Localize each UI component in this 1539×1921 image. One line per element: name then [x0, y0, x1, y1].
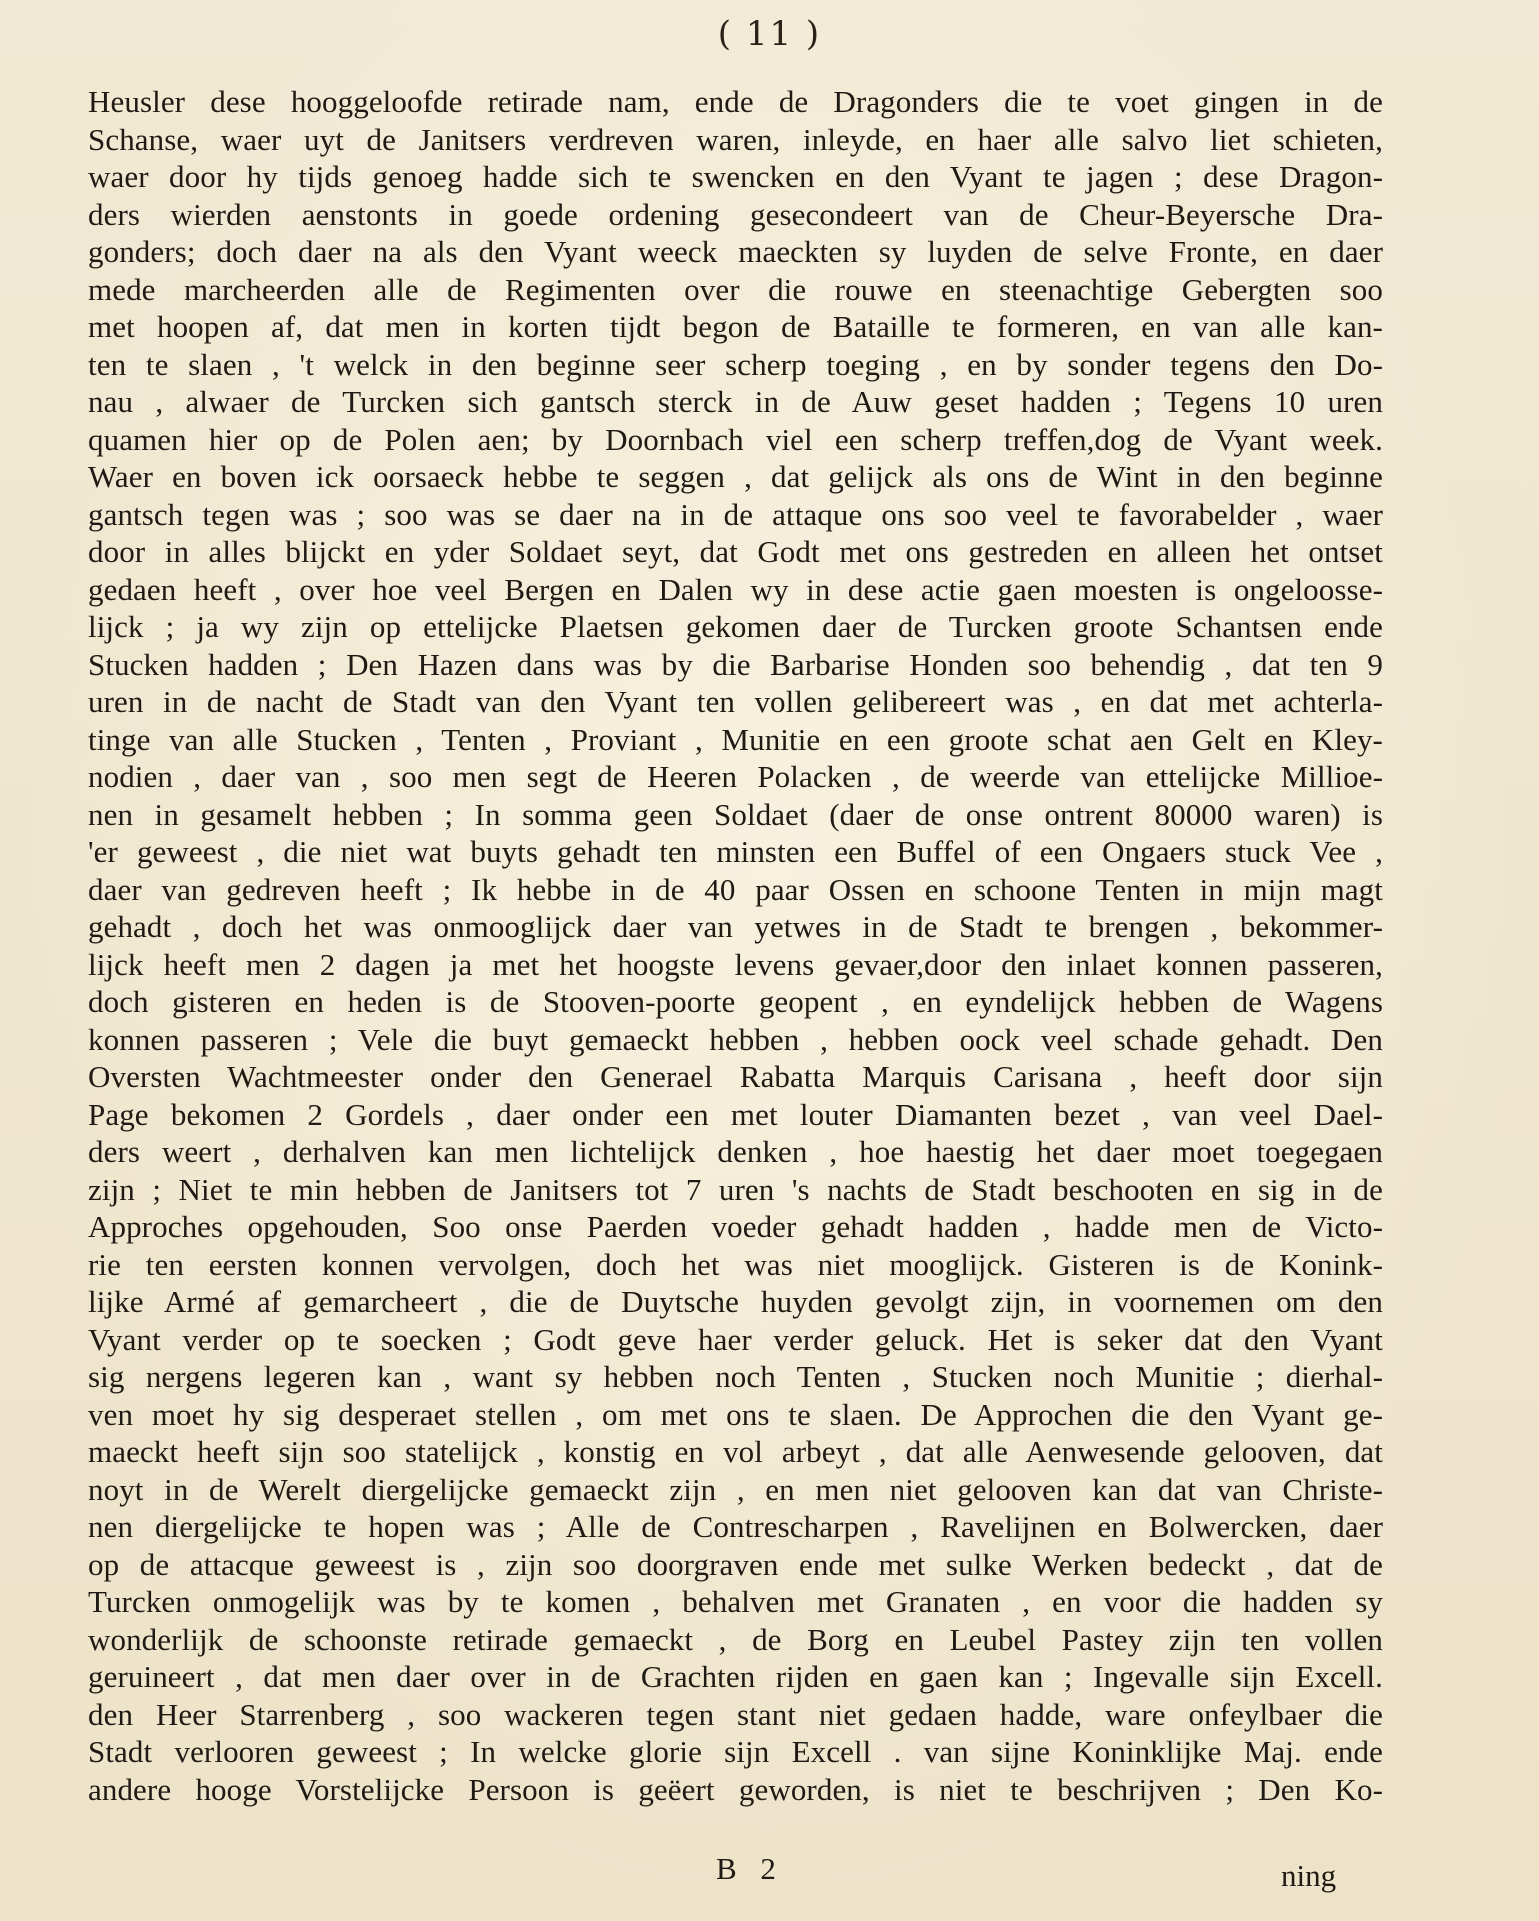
- text-line: nen diergelijcke te hopen was ; Alle de Contrescharpen , Ravelijnen en Bolwercken, daer: [88, 1509, 1383, 1544]
- text-line: door in alles blijckt en yder Soldaet seyt, dat Godt met ons gestreden en alleen het ontset: [88, 534, 1383, 569]
- text-line: tinge van alle Stucken , Tenten , Proviant , Munitie en een groote schat aen Gelt en Kley-: [88, 721, 1383, 757]
- text-line: nodien , daer van , soo men segt de Heeren Polacken , de weerde van ettelijcke Millioe-: [88, 759, 1383, 794]
- text-line: uren in de nacht de Stadt van den Vyant ten vollen gelibereert was , en dat met achterla-: [88, 684, 1383, 719]
- text-line: maeckt heeft sijn soo statelijck , konstig en vol arbeyt , dat alle Aenwesende gelooven, dat: [88, 1434, 1383, 1469]
- text-line: lijke Armé af gemarcheert , die de Duytsche huyden gevolgt zijn, in voornemen om den: [88, 1284, 1383, 1319]
- text-line: lijck heeft men 2 dagen ja met het hoogste levens gevaer,door den inlaet konnen passeren,: [88, 946, 1383, 982]
- text-line: waer door hy tijds genoeg hadde sich te swencken en den Vyant te jagen ; dese Dragon-: [88, 159, 1383, 194]
- text-line: geruineert , dat men daer over in de Grachten rijden en gaen kan ; Ingevalle sijn Excell.: [88, 1659, 1383, 1694]
- text-line: gonders; doch daer na als den Vyant weeck maeckten sy luyden de selve Fronte, en daer: [88, 234, 1383, 269]
- text-line: ten te slaen , 't welck in den beginne seer scherp toeging , en by sonder tegens den Do-: [88, 346, 1383, 382]
- text-line: sig nergens legeren kan , want sy hebben noch Tenten , Stucken noch Munitie ; dierhal-: [88, 1359, 1383, 1394]
- text-line: lijck ; ja wy zijn op ettelijcke Plaetsen gekomen daer de Turcken groote Schantsen ende: [88, 609, 1383, 644]
- text-line: rie ten eersten konnen vervolgen, doch het was niet mooglijck. Gisteren is de Konink-: [88, 1246, 1383, 1282]
- body-text: [88, 83, 1383, 1808]
- text-line: Stadt verlooren geweest ; In welcke glorie sijn Excell . van sijne Koninklijke Maj. ende: [88, 1734, 1383, 1769]
- text-line: gantsch tegen was ; soo was se daer na in de attaque ons soo veel te favorabelder , waer: [88, 496, 1383, 532]
- text-line: konnen passeren ; Vele die buyt gemaeckt hebben , hebben oock veel schade gehadt. Den: [88, 1021, 1383, 1057]
- text-line: noyt in de Werelt diergelijcke gemaeckt zijn , en men niet gelooven kan dat van Christe-: [88, 1471, 1383, 1507]
- text-line: nau , alwaer de Turcken sich gantsch sterck in de Auw geset hadden ; Tegens 10 uren: [88, 384, 1383, 419]
- text-line: Waer en boven ick oorsaeck hebbe te seggen , dat gelijck als ons de Wint in den beginne: [88, 459, 1383, 494]
- text-line: Schanse, waer uyt de Janitsers verdreven waren, inleyde, en haer alle salvo liet schieten,: [88, 121, 1383, 157]
- text-line: Heusler dese hooggeloofde retirade nam, ende de Dragonders die te voet gingen in de: [88, 84, 1383, 119]
- catchword: ning: [1281, 1858, 1337, 1893]
- text-line: Approches opgehouden, Soo onse Paerden voeder gehadt hadden , hadde men de Victo-: [88, 1209, 1383, 1244]
- signature-mark: B 2: [716, 1851, 784, 1886]
- page-number: ( 11 ): [717, 14, 822, 54]
- text-line: daer van gedreven heeft ; Ik hebbe in de 40 paar Ossen en schoone Tenten in mijn magt: [88, 871, 1383, 907]
- text-line: Oversten Wachtmeester onder den Generael Rabatta Marquis Carisana , heeft door sijn: [88, 1059, 1383, 1094]
- text-line: ders wierden aenstonts in goede ordening gesecondeert van de Cheur-Beyersche Dra-: [88, 196, 1383, 232]
- text-line: quamen hier op de Polen aen; by Doornbach viel een scherp treffen,dog de Vyant week.: [88, 421, 1383, 457]
- text-line: Page bekomen 2 Gordels , daer onder een met louter Diamanten bezet , van veel Dael-: [88, 1096, 1383, 1132]
- text-line: ders weert , derhalven kan men lichtelijck denken , hoe haestig het daer moet toegegaen: [88, 1134, 1383, 1169]
- text-line: Stucken hadden ; Den Hazen dans was by die Barbarise Honden soo behendig , dat ten 9: [88, 646, 1383, 682]
- text-line: den Heer Starrenberg , soo wackeren tegen stant niet gedaen hadde, ware onfeylbaer die: [88, 1696, 1383, 1732]
- text-line: gedaen heeft , over hoe veel Bergen en Dalen wy in dese actie gaen moesten is ongeloosse-: [88, 571, 1383, 607]
- text-line: gehadt , doch het was onmooglijck daer van yetwes in de Stadt te brengen , bekommer-: [88, 909, 1383, 944]
- text-line: zijn ; Niet te min hebben de Janitsers tot 7 uren 's nachts de Stadt beschooten en sig in de: [88, 1171, 1383, 1207]
- text-line: op de attacque geweest is , zijn soo doorgraven ende met sulke Werken bedeckt , dat de: [88, 1546, 1383, 1582]
- text-line: mede marcheerden alle de Regimenten over die rouwe en steenachtige Gebergten soo: [88, 271, 1383, 307]
- text-line: Vyant verder op te soecken ; Godt geve haer verder geluck. Het is seker dat den Vyant: [88, 1321, 1383, 1357]
- text-line: andere hooge Vorstelijcke Persoon is geëert geworden, is niet te beschrijven ; Den Ko-: [88, 1771, 1383, 1807]
- text-line: met hoopen af, dat men in korten tijdt begon de Bataille te formeren, en van alle kan-: [88, 309, 1383, 344]
- text-line: 'er geweest , die niet wat buyts gehadt ten minsten een Buffel of een Ongaers stuck Vee ,: [88, 834, 1383, 869]
- text-line: doch gisteren en heden is de Stooven-poorte geopent , en eyndelijck hebben de Wagens: [88, 984, 1383, 1019]
- text-line: wonderlijk de schoonste retirade gemaeckt , de Borg en Leubel Pastey zijn ten vollen: [88, 1621, 1383, 1657]
- text-line: Turcken onmogelijk was by te komen , behalven met Granaten , en voor die hadden sy: [88, 1584, 1383, 1619]
- text-line: nen in gesamelt hebben ; In somma geen Soldaet (daer de onse ontrent 80000 waren) is: [88, 796, 1383, 832]
- text-line: ven moet hy sig desperaet stellen , om met ons te slaen. De Approchen die den Vyant ge-: [88, 1396, 1383, 1432]
